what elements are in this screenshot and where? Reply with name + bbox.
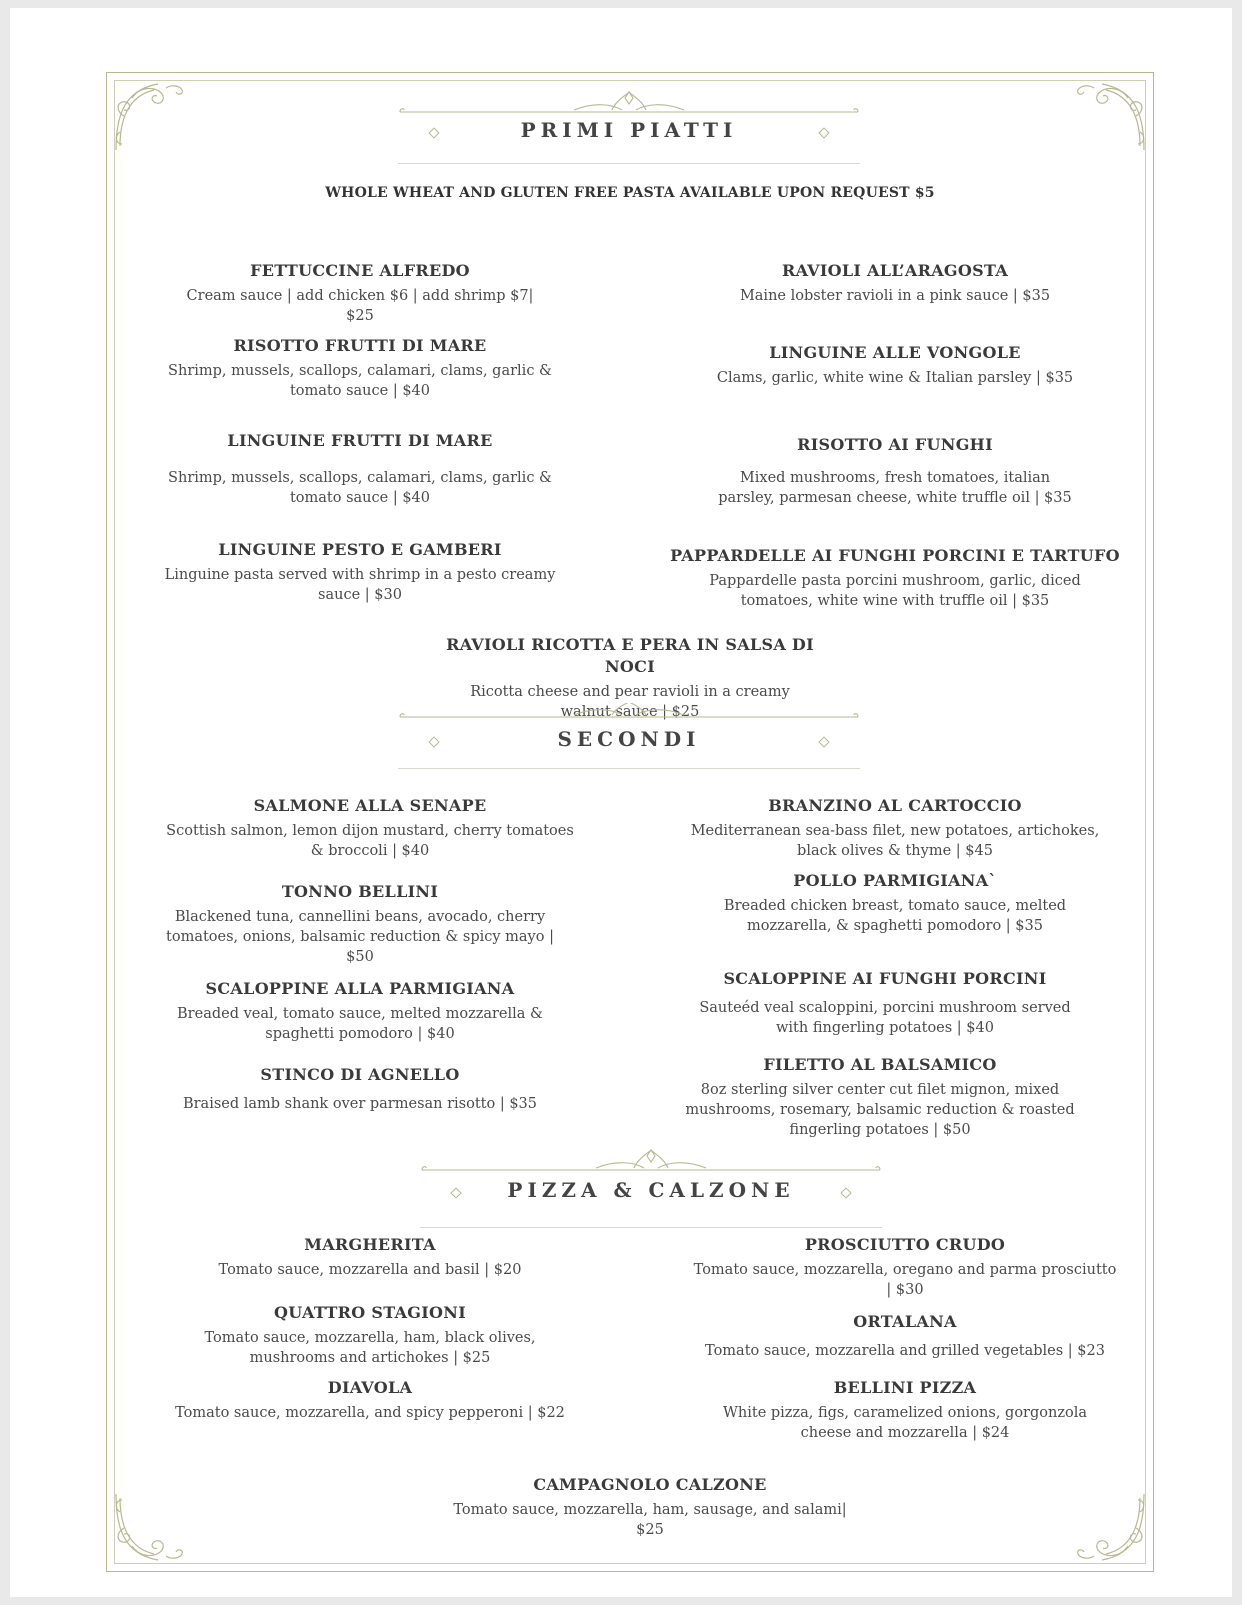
menu-item-name: SCALOPPINE AI FUNGHI PORCINI <box>723 969 1047 988</box>
menu-item-name: MARGHERITA <box>304 1235 436 1254</box>
menu-item <box>155 430 565 508</box>
menu-item-desc: Breaded chicken breast, tomato sauce, melted mozzarella, & spaghetti pomodoro | $35 <box>723 898 1067 934</box>
menu-item-name: QUATTRO STAGIONI <box>274 1303 466 1322</box>
menu-item <box>690 434 1100 508</box>
menu-item <box>690 260 1100 306</box>
menu-item-desc: Tomato sauce, mozzarella, ham, sausage, and salami| $25 <box>453 1502 847 1538</box>
menu-item <box>690 342 1100 388</box>
menu-item-desc: Pappardelle pasta porcini mushroom, garlic, diced tomatoes, white wine with truffle oil | $35 <box>709 573 1081 609</box>
menu-item-desc: Tomato sauce, mozzarella, and spicy pepperoni | $22 <box>175 1405 565 1421</box>
flourish-divider-icon <box>398 703 860 729</box>
divider <box>420 1227 882 1228</box>
corner-ornament-icon <box>110 1488 190 1568</box>
menu-item-desc: Blackened tuna, cannellini beans, avocado, cherry tomatoes, onions, balsamic reduction & spicy mayo | $50 <box>166 909 554 965</box>
menu-item <box>690 1377 1120 1443</box>
section-header-primi <box>398 88 860 168</box>
flourish-divider-icon <box>420 1146 882 1172</box>
section-title: PIZZA & CALZONE <box>507 1178 795 1202</box>
menu-item-desc: Scottish salmon, lemon dijon mustard, cherry tomatoes & broccoli | $40 <box>166 823 574 859</box>
menu-item <box>155 881 565 967</box>
menu-item-name: FILETTO AL BALSAMICO <box>763 1055 997 1074</box>
menu-item <box>155 1064 565 1114</box>
corner-ornament-icon <box>1070 1488 1150 1568</box>
menu-item <box>155 978 565 1044</box>
menu-item-name: SCALOPPINE ALLA PARMIGIANA <box>205 979 515 998</box>
section-title: SECONDI <box>557 727 701 751</box>
menu-item-desc: Tomato sauce, mozzarella and basil | $20 <box>218 1262 522 1278</box>
menu-item-desc: Ricotta cheese and pear ravioli in a creamy walnut sauce | $25 <box>470 684 790 720</box>
menu-item-name: BRANZINO AL CARTOCCIO <box>768 796 1022 815</box>
menu-item <box>680 968 1090 1038</box>
section-title: PRIMI PIATTI <box>520 118 738 142</box>
menu-item-name: TONNO BELLINI <box>281 882 439 901</box>
menu-item-desc: Clams, garlic, white wine & Italian parsley | $35 <box>716 370 1074 386</box>
menu-item <box>155 260 565 326</box>
section-header-secondi <box>398 703 860 783</box>
menu-item-desc: Mixed mushrooms, fresh tomatoes, italian parsley, parmesan cheese, white truffle oil | $35 <box>718 470 1072 506</box>
menu-item-name: RISOTTO FRUTTI DI MARE <box>233 336 487 355</box>
section-header-pizza <box>420 1146 882 1226</box>
flourish-divider-icon <box>398 88 860 114</box>
menu-item-desc: Tomato sauce, mozzarella, ham, black olives, mushrooms and artichokes | $25 <box>204 1330 536 1366</box>
menu-item <box>690 870 1100 936</box>
menu-item <box>430 1474 870 1540</box>
corner-ornament-icon <box>110 76 190 156</box>
menu-item-name: SALMONE ALLA SENAPE <box>253 796 487 815</box>
menu-item-desc: Shrimp, mussels, scallops, calamari, clams, garlic & tomato sauce | $40 <box>168 470 552 506</box>
menu-item-desc: Breaded veal, tomato sauce, melted mozzarella & spaghetti pomodoro | $40 <box>177 1006 543 1042</box>
pasta-notice: WHOLE WHEAT AND GLUTEN FREE PASTA AVAILABLE UPON REQUEST $5 <box>325 185 935 201</box>
menu-item-name: CAMPAGNOLO CALZONE <box>533 1475 767 1494</box>
menu-item-name: DIAVOLA <box>327 1378 413 1397</box>
menu-item-name: ORTALANA <box>853 1312 957 1331</box>
menu-item-desc: Mediterranean sea-bass filet, new potatoes, artichokes, black olives & thyme | $45 <box>690 823 1100 859</box>
menu-item-desc: Linguine pasta served with shrimp in a pesto creamy sauce | $30 <box>164 567 556 603</box>
menu-item-desc: 8oz sterling silver center cut filet mignon, mixed mushrooms, rosemary, balsamic reduction & roasted fingerling potatoes | $50 <box>685 1082 1075 1138</box>
menu-item-name: RAVIOLI ALL’ARAGOSTA <box>781 261 1009 280</box>
menu-item <box>690 1311 1120 1361</box>
menu-item-desc: Cream sauce | add chicken $6 | add shrimp $7| $25 <box>186 288 534 324</box>
menu-item <box>155 1302 585 1368</box>
menu-item-name: STINCO DI AGNELLO <box>260 1065 460 1084</box>
divider <box>398 768 860 769</box>
menu-item-name: FETTUCCINE ALFREDO <box>250 261 470 280</box>
menu-item-name: PAPPARDELLE AI FUNGHI PORCINI E TARTUFO <box>670 546 1120 565</box>
menu-item-name: LINGUINE FRUTTI DI MARE <box>227 431 493 450</box>
corner-ornament-icon <box>1070 76 1150 156</box>
menu-item-desc: Braised lamb shank over parmesan risotto | $35 <box>182 1096 538 1112</box>
menu-item-desc: Maine lobster ravioli in a pink sauce | $35 <box>739 288 1051 304</box>
menu-item-name: RISOTTO AI FUNGHI <box>797 435 993 454</box>
menu-item-desc: Sauteéd veal scaloppini, porcini mushroom served with fingerling potatoes | $40 <box>699 1000 1071 1036</box>
menu-item <box>680 795 1110 861</box>
menu-item-name: LINGUINE PESTO E GAMBERI <box>218 540 502 559</box>
menu-item <box>155 795 585 861</box>
menu-item-name: LINGUINE ALLE VONGOLE <box>769 343 1021 362</box>
menu-item-desc: Shrimp, mussels, scallops, calamari, clams, garlic & tomato sauce | $40 <box>168 363 552 399</box>
menu-item-name: PROSCIUTTO CRUDO <box>804 1235 1006 1254</box>
menu-item <box>155 539 565 605</box>
menu-item-name: BELLINI PIZZA <box>833 1378 977 1397</box>
menu-item-desc: Tomato sauce, mozzarella and grilled vegetables | $23 <box>705 1343 1105 1359</box>
menu-item-name: POLLO PARMIGIANA` <box>793 871 997 890</box>
menu-item <box>155 1377 585 1423</box>
menu-item <box>155 335 565 401</box>
menu-item <box>690 1234 1120 1300</box>
divider <box>398 163 860 164</box>
menu-item <box>675 1054 1085 1140</box>
menu-item-desc: Tomato sauce, mozzarella, oregano and parma prosciutto | $30 <box>693 1262 1117 1298</box>
menu-item-name: RAVIOLI RICOTTA E PERA IN SALSA DI NOCI <box>446 635 814 676</box>
menu-item-desc: White pizza, figs, caramelized onions, gorgonzola cheese and mozzarella | $24 <box>722 1405 1087 1441</box>
menu-item <box>155 1234 585 1280</box>
menu-item <box>670 545 1120 611</box>
